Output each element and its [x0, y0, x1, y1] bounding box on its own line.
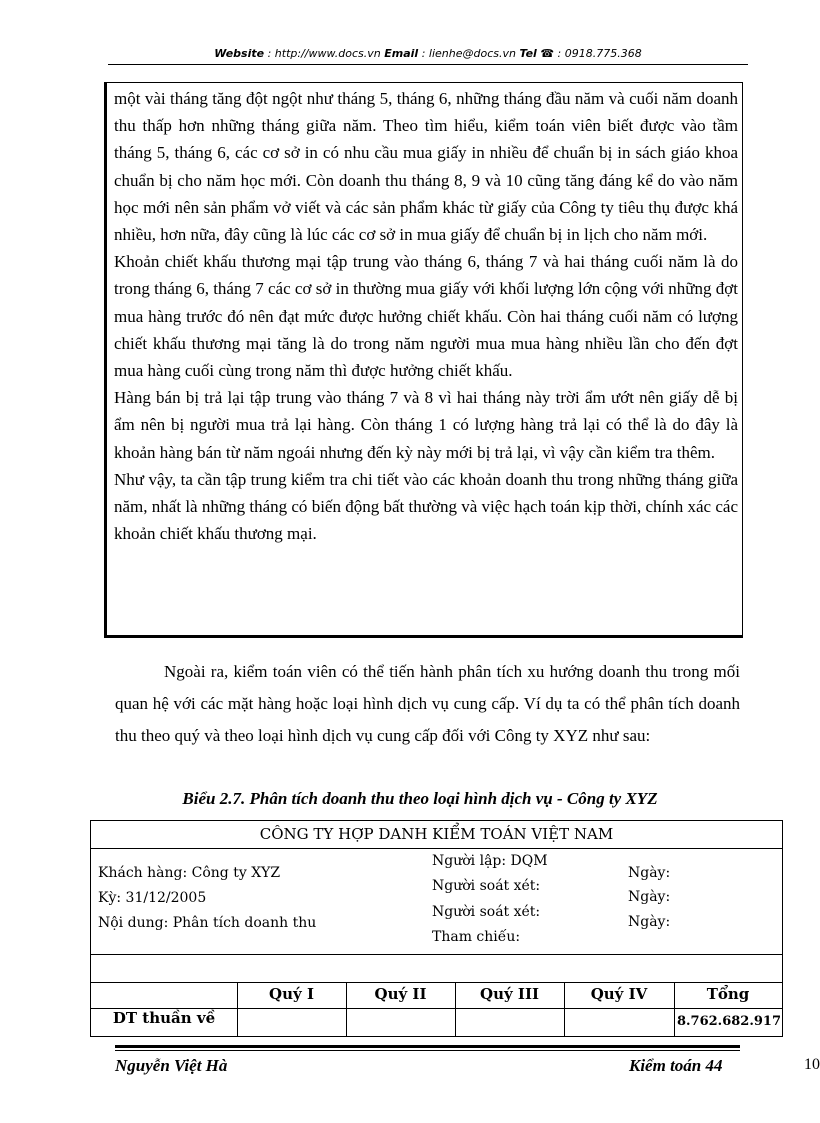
content-info: Nội dung: Phân tích doanh thu	[98, 915, 317, 931]
working-paper-table	[90, 820, 783, 1037]
reviewed-by-2: Người soát xét:	[432, 904, 541, 920]
phone-icon: ☎	[540, 47, 555, 60]
reference: Tham chiếu:	[432, 929, 521, 945]
footer-rule-thin	[115, 1050, 740, 1051]
period-info: Kỳ: 31/12/2005	[98, 890, 207, 906]
box-paragraph-2: Khoản chiết khấu thương mại tập trung vào tháng 6, tháng 7 và hai tháng cuối năm là do trong tháng 6, tháng 7 các cơ sở in thường mua giấy với khối lượng lớn cộng với những đợt mua hàng trước đó nên đạt mức được hưởng chiết khấu. Còn hai tháng cuối năm có lượng chiết khấu thương mại tăng là do trong năm người mua mua hàng nhiều lần cho đến đợt mua hàng cuối cùng trong năm thì được hưởng chiết khấu.	[114, 252, 738, 381]
date-2: Ngày:	[628, 889, 671, 905]
header-rule	[108, 64, 748, 65]
column-header-q4: Quý IV	[590, 985, 648, 1003]
row-label-net-revenue: DT thuần về	[112, 1009, 216, 1027]
website-value[interactable]: : http://www.docs.vn	[264, 47, 385, 60]
analysis-box	[104, 82, 743, 638]
table-caption: Biểu 2.7. Phân tích doanh thu theo loại hình dịch vụ - Công ty XYZ	[182, 789, 658, 808]
column-header-q3: Quý III	[480, 985, 539, 1003]
box-paragraph-4: Như vậy, ta cần tập trung kiểm tra chi tiết vào các khoản doanh thu trong những tháng giữa năm, nhất là những tháng có biến động bất thường và việc hạch toán kịp thời, chính xác các khoản chiết khấu thương mại.	[114, 469, 738, 544]
email-value[interactable]: : lienhe@docs.vn	[418, 47, 520, 60]
audit-company-name: CÔNG TY HỢP DANH KIỂM TOÁN VIỆT NAM	[259, 825, 614, 843]
row-total-value: 8.762.682.917	[676, 1014, 782, 1029]
tel-value: : 0918.775.368	[554, 47, 642, 60]
website-label: Website	[214, 47, 265, 60]
date-1: Ngày:	[628, 865, 671, 881]
reviewed-by-1: Người soát xét:	[432, 878, 541, 894]
page-number: 10	[804, 1056, 820, 1073]
client-info: Khách hàng: Công ty XYZ	[98, 865, 281, 881]
box-paragraph-3: Hàng bán bị trả lại tập trung vào tháng 7 và 8 vì hai tháng này trời ẩm ướt nên giấy dễ bị ẩm nên bị người mua trả lại hàng. Còn tháng 1 có lượng hàng trả lại có thể là do đây là khoản hàng bán từ năm ngoái nhưng đến kỳ này mới bị trả lại, vì vậy cần kiểm tra thêm.	[114, 388, 738, 462]
tel-label: Tel	[519, 47, 537, 60]
column-header-q1: Quý I	[269, 985, 314, 1003]
column-header-total: Tổng	[706, 985, 750, 1003]
divider	[91, 954, 782, 955]
body-paragraph: Ngoài ra, kiểm toán viên có thể tiến hành phân tích xu hướng doanh thu trong mối quan hệ với các mặt hàng hoặc loại hình dịch vụ cung cấp. Ví dụ ta có thể phân tích doanh thu theo quý và theo loại hình dịch vụ cung cấp đối với Công ty XYZ như sau:	[115, 662, 740, 746]
box-paragraph-1: một vài tháng tăng đột ngột như tháng 5, tháng 6, những tháng đầu năm và cuối năm doanh thu thấp hơn những tháng giữa năm. Theo tìm hiểu, kiểm toán viên biết được vào tầm tháng 5, tháng 6, các cơ sở in có nhu cầu mua giấy in nhiều để chuẩn bị in sách giáo khoa chuẩn bị cho năm học mới. Còn doanh thu tháng 8, 9 và 10 cũng tăng đáng kể do vào năm học mới nên sản phẩm vở viết và các sản phẩm khác từ giấy của Công ty tiêu thụ được khá nhiều, hơn nữa, đây cũng là lúc các cơ sở in mua giấy để chuẩn bị in lịch cho năm mới.	[114, 89, 738, 245]
page-header	[108, 47, 748, 60]
email-label: Email	[384, 47, 419, 60]
date-3: Ngày:	[628, 914, 671, 930]
footer-class: Kiểm toán 44	[629, 1056, 723, 1075]
footer-rule-thick	[115, 1045, 740, 1048]
prepared-by: Người lập: DQM	[432, 853, 548, 869]
column-header-q2: Quý II	[374, 985, 427, 1003]
footer-author: Nguyễn Việt Hà	[115, 1056, 228, 1075]
